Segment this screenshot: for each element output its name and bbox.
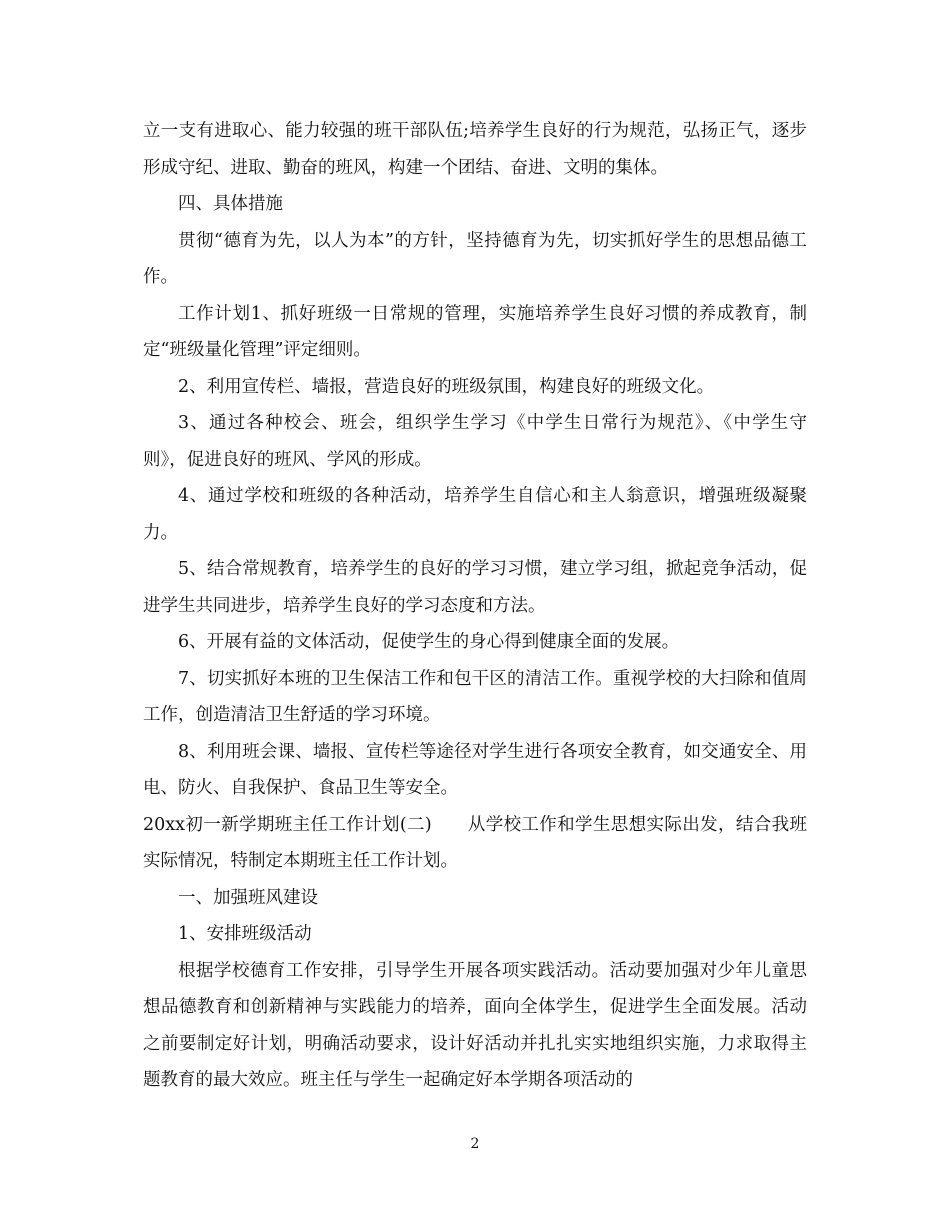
subheading-class-activities: 1、安排班级活动 bbox=[178, 924, 312, 944]
heading-class-style: 一、加强班风建设 bbox=[178, 887, 318, 908]
paragraph-1: 立一支有进取心、能力较强的班干部队伍;培养学生良好的行为规范，弘扬正气，逐步形成守纪、进取、勤奋的班风，构建一个团结、奋进、文明的集体。 bbox=[143, 121, 807, 178]
list-item-5: 5、结合常规教育，培养学生的良好的学习习惯，建立学习组，掀起竞争活动，促进学生共同进步，培养学生良好的学习态度和方法。 bbox=[143, 559, 807, 616]
list-item-1: 工作计划1、抓好班级一日常规的管理，实施培养学生良好习惯的养成教育，制定“班级量化管理”评定细则。 bbox=[143, 303, 807, 360]
document-body bbox=[143, 113, 807, 1099]
page-number: 2 bbox=[470, 1136, 480, 1152]
paragraph-moral-education: 贯彻“德育为先，以人为本”的方针，坚持德育为先，切实抓好学生的思想品德工作。 bbox=[143, 230, 807, 287]
section-title-plan-two: 20xx初一新学期班主任工作计划(二) 从学校工作和学生思想实际出发，结合我班实际情况，特制定本期班主任工作计划。 bbox=[143, 814, 807, 871]
heading-specific-measures: 四、具体措施 bbox=[178, 194, 283, 214]
list-item-8: 8、利用班会课、墙报、宣传栏等途径对学生进行各项安全教育，如交通安全、用电、防火、自我保护、食品卫生等安全。 bbox=[143, 741, 807, 798]
list-item-2: 2、利用宣传栏、墙报，营造良好的班级氛围，构建良好的班级文化。 bbox=[178, 376, 715, 397]
list-item-6: 6、开展有益的文体活动，促使学生的身心得到健康全面的发展。 bbox=[178, 632, 680, 652]
list-item-7: 7、切实抓好本班的卫生保洁工作和包干区的清洁工作。重视学校的大扫除和值周工作，创造清洁卫生舒适的学习环境。 bbox=[143, 668, 807, 725]
paragraph-activities: 根据学校德育工作安排，引导学生开展各项实践活动。活动要加强对少年儿童思想品德教育和创新精神与实践能力的培养，面向全体学生，促进学生全面发展。活动之前要制定好计划，明确活动要求，设计好活动并扎扎实实地组织实施，力求取得主题教育的最大效应。班主任与学生一起确定好本学期各项活动的 bbox=[143, 960, 807, 1090]
list-item-3: 3、通过各种校会、班会，组织学生学习《中学生日常行为规范》、《中学生守则》，促进良好的班风、学风的形成。 bbox=[143, 413, 807, 470]
list-item-4: 4、通过学校和班级的各种活动，培养学生自信心和主人翁意识，增强班级凝聚力。 bbox=[143, 486, 807, 543]
